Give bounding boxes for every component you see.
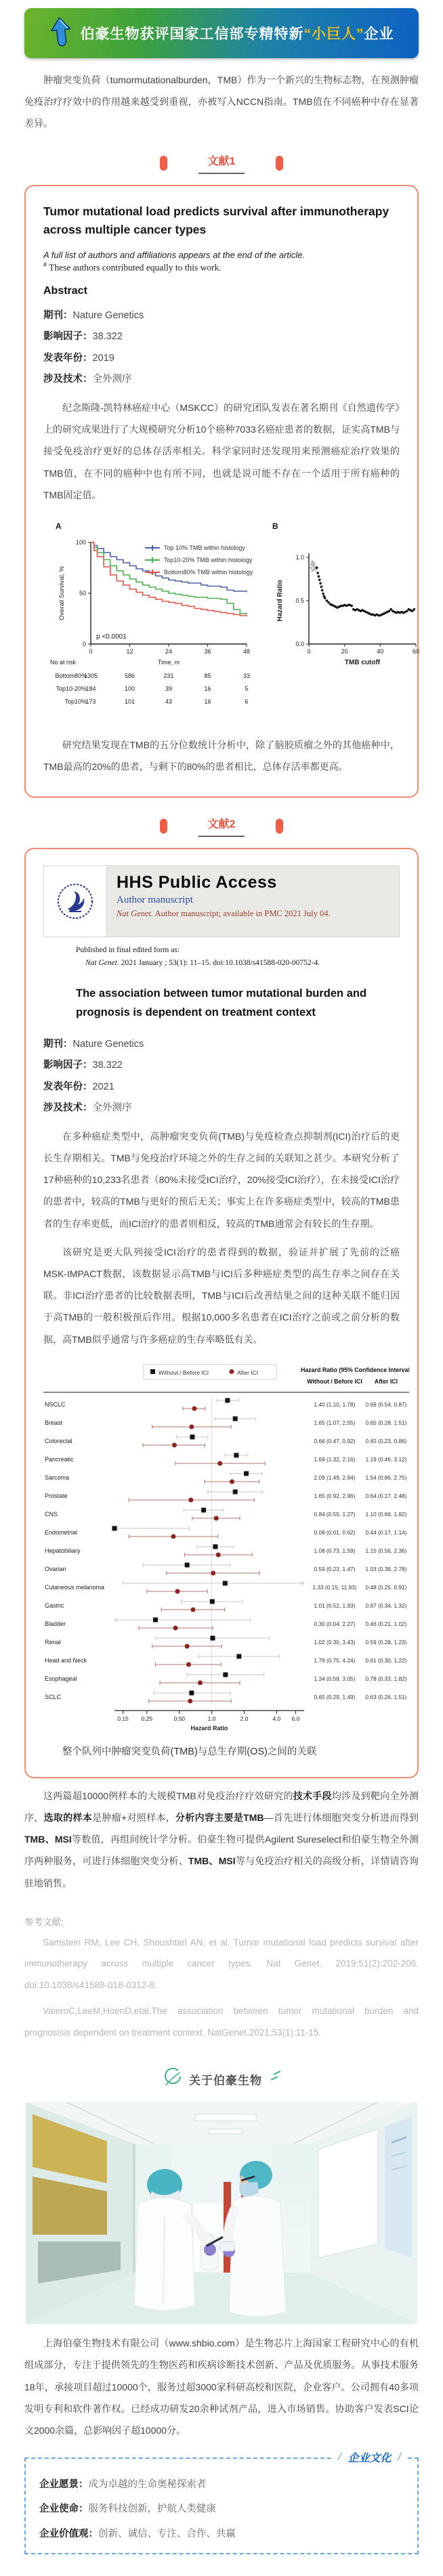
paper1-title: Tumor mutational load predicts survival after immunotherapy across multiple cancer types xyxy=(43,204,389,236)
svg-text:6.0: 6.0 xyxy=(291,1715,300,1722)
svg-text:24: 24 xyxy=(165,647,173,655)
svg-text:2.09 (1.49, 2.94): 2.09 (1.49, 2.94) xyxy=(314,1474,356,1481)
dot-decoration xyxy=(160,819,167,834)
company-intro-paragraph: 上海伯豪生物技术有限公司（www.shbio.com）是生物芯片上海国家工程研究中心的有机组成部分，专注于提供领先的生物医药和疾病诊断技术创新、产品及优质服务。从事技术服务18年，承接项目超过10000个，服务过超3000家科研高校和医院，企业客户。公司拥有40多项发明专利和软件著作权。已经成功研发20余种试剂产品，进入市场销售。协助客户发表SCI论文2000余篇，总影响因子超10000分。 xyxy=(24,2338,419,2437)
svg-text:50: 50 xyxy=(79,589,86,597)
svg-text:Top10-20%: Top10-20% xyxy=(56,685,87,692)
about-title: 关于伯豪生物 xyxy=(189,2074,262,2088)
svg-text:1.69 (1.32, 2.16): 1.69 (1.32, 2.16) xyxy=(314,1455,356,1463)
meta-journal: 期刊：Nature Genetics xyxy=(43,310,144,322)
svg-text:1.08 (0.73, 1.59): 1.08 (0.73, 1.59) xyxy=(314,1547,356,1554)
svg-text:231: 231 xyxy=(163,672,174,679)
svg-text:NSCLC: NSCLC xyxy=(45,1400,66,1408)
intro-paragraph: 肿瘤突变负荷（tumormutationalburden，TMB）作为一个新兴的生物标志物，在预测肿瘤免疫治疗疗效中的作用越来越受到重视，亦被写入NCCN指南。TMB值在不同癌种中存在显著差异。 xyxy=(24,74,419,129)
dot-decoration xyxy=(276,156,283,171)
svg-text:No at risk: No at risk xyxy=(50,658,77,666)
svg-text:1.03 (0.38, 2.78): 1.03 (0.38, 2.78) xyxy=(365,1565,407,1572)
svg-text:0: 0 xyxy=(82,640,86,647)
published-as-block xyxy=(76,944,400,969)
svg-text:0.48 (0.25, 0.91): 0.48 (0.25, 0.91) xyxy=(365,1583,407,1591)
svg-text:Prostate: Prostate xyxy=(45,1492,68,1499)
svg-text:Colorectal: Colorectal xyxy=(45,1437,72,1444)
svg-text:Ovarian: Ovarian xyxy=(45,1565,66,1572)
svg-text:Top10%: Top10% xyxy=(64,697,87,705)
svg-text:0.78 (0.33, 1.82): 0.78 (0.33, 1.82) xyxy=(365,1675,407,1682)
culture-vision: 企业愿景：成为卓越的生命奥秘探索者 xyxy=(39,2479,207,2491)
paper2-summary-2: 该研究是更大队列接受ICI治疗的患者得到的数据，验证并扩展了先前的泛癌MSK-IMPACT数据，该数据显示高TMB与ICI后多种癌症类型的高生存率之间存在关联。非ICI治疗患者的比较数据表明，TMB与ICI后改善结果之间的这种关联不能归因于高TMB的一般积极预后作用。根据10,000多名患者在ICI治疗之前或之前分析的数据，高TMB似乎通常与许多癌症的生存率略低有关。 xyxy=(43,1246,400,1345)
svg-text:0.5: 0.5 xyxy=(295,597,304,604)
meta-journal: 期刊：Nature Genetics xyxy=(43,1039,144,1050)
forest-figure-caption: 整个队列中肿瘤突变负荷(TMB)与总生存期(OS)之间的关联 xyxy=(62,1746,317,1757)
svg-text:Bladder: Bladder xyxy=(45,1620,66,1627)
svg-text:Endometrial: Endometrial xyxy=(45,1528,78,1536)
culture-values: 企业价值观：创新、诚信、专注、合作、共赢 xyxy=(39,2528,236,2539)
paper1-result: 研究结果发现在TMB的五分位数统计分析中，除了脑胶质瘤之外的其他癌种中，TMB最高的20%的患者，与剩下的80%的患者相比，总体存活率都更高。 xyxy=(43,739,400,773)
svg-text:0.0: 0.0 xyxy=(295,640,304,647)
reference-item: Samstein RM, Lee CH, Shoushtari AN, et al. Tumor mutational load predicts survival after immunotherapy across multiple cancer types. Nat Genet. 2019;51(2):202-206. doi:10.1038/s41588-018-0312-8. xyxy=(24,1937,419,1991)
svg-text:Renal: Renal xyxy=(45,1638,61,1646)
svg-text:Cutaneous melanoma: Cutaneous melanoma xyxy=(45,1583,105,1591)
svg-text:Without / Before ICI: Without / Before ICI xyxy=(307,1377,362,1385)
svg-text:1.65 (1.07, 2.55): 1.65 (1.07, 2.55) xyxy=(314,1419,356,1426)
svg-text:0.46 (0.21, 1.02): 0.46 (0.21, 1.02) xyxy=(365,1620,407,1627)
svg-text:Sarcoma: Sarcoma xyxy=(45,1474,70,1481)
svg-text:CNS: CNS xyxy=(45,1510,58,1518)
svg-text:Pancreatic: Pancreatic xyxy=(45,1455,74,1463)
svg-text:173: 173 xyxy=(85,697,96,705)
green-circle-logo-icon xyxy=(161,2066,185,2092)
meta-technology: 涉及技术：全外测序 xyxy=(43,1102,132,1113)
svg-text:SCLC: SCLC xyxy=(45,1693,62,1700)
culture-badge: / 企业文化 / xyxy=(333,2449,406,2465)
dot-decoration xyxy=(160,156,167,171)
section-heading-2 xyxy=(24,815,419,837)
svg-text:2.0: 2.0 xyxy=(240,1715,249,1722)
svg-text:1.15 (0.56, 2.36): 1.15 (0.56, 2.36) xyxy=(365,1547,407,1554)
hhs-logo-icon xyxy=(44,866,107,937)
svg-text:40: 40 xyxy=(377,647,384,655)
km-figure xyxy=(43,515,420,727)
literature-card-2 xyxy=(24,848,419,1778)
svg-text:Bottom80% TMB within histology: Bottom80% TMB within histology xyxy=(164,568,253,576)
hhs-public-access-banner xyxy=(43,865,400,937)
svg-text:0.25: 0.25 xyxy=(141,1715,153,1722)
lab-photo xyxy=(26,2102,417,2324)
svg-text:Hazard Ratio: Hazard Ratio xyxy=(190,1724,228,1732)
svg-text:Esophageal: Esophageal xyxy=(45,1675,77,1682)
svg-text:1.0: 1.0 xyxy=(207,1715,216,1722)
svg-text:0.63 (0.26, 1.51): 0.63 (0.26, 1.51) xyxy=(365,1693,407,1700)
svg-text:1.34 (0.59, 3.05): 1.34 (0.59, 3.05) xyxy=(314,1675,356,1682)
svg-text:0.65 (0.28, 1.51): 0.65 (0.28, 1.51) xyxy=(365,1419,407,1426)
svg-text:60: 60 xyxy=(412,647,420,655)
svg-text:0.69 (0.54, 0.87): 0.69 (0.54, 0.87) xyxy=(365,1400,407,1408)
dot-decoration xyxy=(276,819,283,834)
about-heading xyxy=(24,2066,419,2092)
paper2-summary-1: 在多种癌症类型中，高肿瘤突变负荷(TMB)与免疫检查点抑制剂(ICI)治疗后的更长生存期相关。TMB与免疫治疗环境之外的生存之间的关联知之甚少。本研究分析了17种癌种的10,233名患者（80%未接受ICI治疗，20%接受ICI治疗），在未接受ICI治疗的患者中，较高的TMB与更好的预后无关；事实上在许多癌症类型中，较高的TMB患者的生存率更低，而ICI治疗的患者则相反，较高的TMB通常会有较长的生存期。 xyxy=(43,1130,400,1229)
hhs-title: HHS Public Access xyxy=(117,873,277,893)
svg-text:0.15: 0.15 xyxy=(117,1715,129,1722)
svg-text:0.30 (0.04, 2.27): 0.30 (0.04, 2.27) xyxy=(314,1620,356,1627)
forest-figure xyxy=(43,1360,409,1740)
banner-title: 伯豪生物获评国家工信部专精特新“小巨人”企业 xyxy=(80,26,394,42)
svg-text:0.65 (0.29, 1.49): 0.65 (0.29, 1.49) xyxy=(314,1693,356,1700)
svg-text:After ICI: After ICI xyxy=(374,1377,398,1385)
svg-text:43: 43 xyxy=(165,697,173,705)
svg-text:16: 16 xyxy=(204,697,211,705)
svg-text:1305: 1305 xyxy=(83,672,98,679)
culture-box xyxy=(24,2451,419,2554)
svg-text:6: 6 xyxy=(245,697,249,705)
svg-text:0.66 (0.47, 0.92): 0.66 (0.47, 0.92) xyxy=(314,1437,356,1444)
hhs-subtitle: Author manuscript xyxy=(117,895,193,906)
svg-text:0.59 (0.23, 1.47): 0.59 (0.23, 1.47) xyxy=(314,1565,356,1572)
svg-text:100: 100 xyxy=(75,538,86,546)
reference-item: ValeroC,LeeM,HoenD,etal.The association between tumor mutational burden and prognosisis dependent on treatment context. NatGenet.2021;53(1):11-15. xyxy=(24,2005,419,2038)
svg-text:1.02 (0.30, 3.43): 1.02 (0.30, 3.43) xyxy=(314,1638,356,1646)
up-arrow-icon xyxy=(49,16,72,51)
svg-text:0.08 (0.01, 0.62): 0.08 (0.01, 0.62) xyxy=(314,1528,356,1536)
dash-decoration-icon xyxy=(266,2070,282,2088)
paper1-abstract-label: Abstract xyxy=(43,285,87,297)
svg-text:0.44 (0.17, 1.14): 0.44 (0.17, 1.14) xyxy=(365,1528,407,1536)
svg-text:0: 0 xyxy=(307,647,311,655)
svg-text:1.40 (1.10, 1.78): 1.40 (1.10, 1.78) xyxy=(314,1400,356,1408)
svg-text:Gastric: Gastric xyxy=(45,1602,64,1609)
meta-technology: 涉及技术：全外测序 xyxy=(43,373,132,385)
paper1-equal-note: # These authors contributed equally to this work. xyxy=(43,261,222,273)
paper1-summary: 纪念斯隆-凯特林癌症中心（MSKCC）的研究团队发表在著名期刊《自然遗传学》上的研究成果进行了大规模研究分析10个癌种7033名癌症患者的数据，证实高TMB与接受免疫治疗更好的总体存活率相关。科学家同时还发现用来预测癌症治疗效果的TMB值，在不同的癌种中也有所不同，也就是说可能不存在一个适用于所有癌种的TMB固定值。 xyxy=(43,402,400,500)
svg-text:1.19 (0.46, 3.12): 1.19 (0.46, 3.12) xyxy=(365,1455,407,1463)
svg-text:Hepatobiliary: Hepatobiliary xyxy=(45,1547,81,1554)
culture-mission: 企业使命：服务科技创新，护航人类健康 xyxy=(39,2504,216,2515)
svg-text:0.64 (0.17, 2.48): 0.64 (0.17, 2.48) xyxy=(365,1492,407,1499)
svg-text:33: 33 xyxy=(242,672,251,679)
svg-text:Overall Survival, %: Overall Survival, % xyxy=(58,565,66,621)
svg-text:4.0: 4.0 xyxy=(272,1715,281,1722)
title-banner xyxy=(24,8,419,58)
svg-text:101: 101 xyxy=(124,697,135,705)
svg-text:1.33 (0.15, 11.93): 1.33 (0.15, 11.93) xyxy=(312,1583,357,1591)
svg-text:Bottom80%: Bottom80% xyxy=(55,672,87,679)
hhs-text-block xyxy=(107,866,340,937)
svg-text:20: 20 xyxy=(341,647,348,655)
meta-year: 发表年份：2021 xyxy=(43,1081,114,1092)
svg-text:1.01 (0.52, 1.93): 1.01 (0.52, 1.93) xyxy=(314,1602,356,1609)
svg-text:A: A xyxy=(56,521,62,531)
svg-text:0.45 (0.23, 0.86): 0.45 (0.23, 0.86) xyxy=(365,1437,407,1444)
svg-text:Without / Before ICI: Without / Before ICI xyxy=(159,1369,209,1376)
svg-text:Top 10% TMB within histology: Top 10% TMB within histology xyxy=(164,544,245,551)
svg-text:TMB cutoff: TMB cutoff xyxy=(344,658,381,666)
svg-text:1.0: 1.0 xyxy=(295,553,304,561)
svg-text:0: 0 xyxy=(89,647,93,655)
svg-text:Hazard Ratio: Hazard Ratio xyxy=(276,580,284,622)
svg-text:0.50: 0.50 xyxy=(173,1715,186,1722)
published-line1: Published in final edited form as: xyxy=(76,946,180,955)
meta-impact-factor: 影响因子：38.322 xyxy=(43,331,123,343)
svg-text:85: 85 xyxy=(204,672,211,679)
closing-paragraph: 这两篇超10000例样本的大规模TMB对免疫治疗疗效研究的技术手段均涉及到靶向全外测序，选取的样本是肿瘤+对照样本，分析内容主要是TMB—首先进行体细胞突变分析进而得到TMB、MSI等数值，再组间统计学分析。伯豪生物可提供Agilent Sureselect和伯豪生物全外测序两种服务，可进行体细胞突变分析、TMB、MSI等与免疫治疗相关的高级分析，详情请咨询驻地销售。 xyxy=(24,1790,419,1889)
literature-card-1 xyxy=(24,185,419,798)
svg-text:Hazard Ratio (95% Confidence I: Hazard Ratio (95% Confidence Interval) xyxy=(301,1366,409,1373)
svg-text:16: 16 xyxy=(204,685,211,692)
svg-text:Time, m: Time, m xyxy=(157,658,180,666)
svg-text:1.10 (0.66, 1.82): 1.10 (0.66, 1.82) xyxy=(365,1510,407,1518)
svg-text:39: 39 xyxy=(165,685,173,692)
svg-text:Head and Neck: Head and Neck xyxy=(45,1656,87,1664)
svg-text:0.67 (0.34, 1.32): 0.67 (0.34, 1.32) xyxy=(365,1602,407,1609)
svg-text:12: 12 xyxy=(126,647,133,655)
svg-text:B: B xyxy=(272,521,278,531)
paper1-author-note: A full list of authors and affiliations appears at the end of the article. xyxy=(43,249,305,260)
svg-text:36: 36 xyxy=(204,647,211,655)
hhs-journal-line: Nat Genet. Author manuscript; available in PMC 2021 July 04. xyxy=(117,909,331,919)
references-label: 参考文献: xyxy=(24,1916,64,1927)
paper2-title: The association between tumor mutational burden and prognosis is dependent on treatment context xyxy=(76,987,367,1019)
svg-text:Breast: Breast xyxy=(45,1419,63,1426)
svg-text:1.79 (0.75, 4.24): 1.79 (0.75, 4.24) xyxy=(314,1656,356,1664)
section-heading-1 xyxy=(24,152,419,174)
svg-text:p <0.0001: p <0.0001 xyxy=(96,632,127,641)
svg-text:0.59 (0.28, 1.23): 0.59 (0.28, 1.23) xyxy=(365,1638,407,1646)
svg-text:48: 48 xyxy=(242,647,251,655)
meta-year: 发表年份：2019 xyxy=(43,352,114,364)
svg-text:1.54 (0.86, 2.75): 1.54 (0.86, 2.75) xyxy=(365,1474,407,1481)
svg-text:586: 586 xyxy=(124,672,135,679)
section-label: 文献2 xyxy=(198,815,245,837)
svg-text:Top10-20% TMB within histology: Top10-20% TMB within histology xyxy=(164,556,253,563)
published-line2: Nat Genet. 2021 January ; 53(1): 11–15. doi:10.1038/s41588-020-00752-4. xyxy=(85,958,320,967)
svg-text:0.61 (0.30, 1.22): 0.61 (0.30, 1.22) xyxy=(365,1656,407,1664)
svg-text:After ICI: After ICI xyxy=(237,1369,259,1376)
section-label: 文献1 xyxy=(198,152,245,174)
meta-impact-factor: 影响因子：38.322 xyxy=(43,1060,123,1071)
svg-text:184: 184 xyxy=(85,685,96,692)
svg-text:0.84 (0.55, 1.27): 0.84 (0.55, 1.27) xyxy=(314,1510,356,1518)
svg-text:5: 5 xyxy=(245,685,249,692)
svg-text:100: 100 xyxy=(124,685,135,692)
svg-text:1.65 (0.92, 2.96): 1.65 (0.92, 2.96) xyxy=(314,1492,356,1499)
